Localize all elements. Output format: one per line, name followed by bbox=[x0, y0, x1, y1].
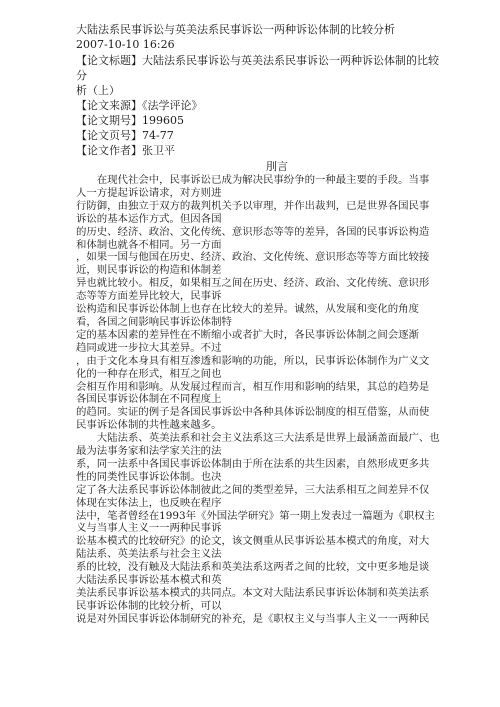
body-text-line: 义与当事人主义一一两种民事诉 bbox=[76, 522, 222, 535]
body-text-line: 陆法系、英美法系与社会主义法 bbox=[76, 548, 222, 561]
body-text-line: 体现在实体法上，也反映在程序 bbox=[76, 496, 222, 509]
body-text-line: 在现代社会中，民事诉讼已成为解决民事纷争的一种最主要的手段。当事 bbox=[76, 174, 430, 186]
body-text-line: 近，则民事诉讼的构造和体制差 bbox=[76, 264, 222, 277]
body-text-line: 人一方提起诉讼请求，对方则进 bbox=[76, 186, 222, 199]
body-text-line: 系，同一法系中各国民事诉讼体制由于所在法系的共生因素，自然形成更多共 bbox=[76, 457, 430, 470]
metadata-pages: 【论文页号】74-77 bbox=[76, 129, 174, 142]
body-text-line: 各国民事诉讼体制在不同程度上 bbox=[76, 393, 222, 406]
document-title: 大陆法系民事诉讼与英美法系民事诉讼一两种诉讼体制的比较分析 bbox=[76, 23, 395, 36]
metadata-title-line: 【论文标题】大陆法系民事诉讼与英美法系民事诉讼一两种诉讼体制的比较分 bbox=[76, 54, 439, 82]
body-text-line: 大陆法系民事诉讼基本模式和英 bbox=[76, 574, 222, 587]
body-text-line: 会相互作用和影响。从发展过程而言，相互作用和影响的结果，其总的趋势是 bbox=[76, 380, 430, 393]
body-text-line: 讼构造和民事诉讼体制上也存在比较大的差异。诚然，从发展和变化的角度 bbox=[76, 303, 419, 316]
metadata-author: 【论文作者】张卫平 bbox=[76, 144, 175, 157]
body-text-line: ，如果一国与他国在历史、经济、政治、文化传统、意识形态等等方面比较接 bbox=[76, 251, 430, 264]
body-text-line: 性的同类性民事诉讼体制。也决 bbox=[76, 470, 222, 483]
body-text-line: ，由于文化本身具有相互渗透和影响的功能，所以，民事诉讼体制作为广义文 bbox=[76, 354, 430, 367]
body-text-line: 的历史、经济、政治、文化传统、意识形态等等的差异，各国的民事诉讼构造 bbox=[76, 225, 430, 238]
metadata-issue: 【论文期号】199605 bbox=[76, 114, 184, 127]
body-text-line: 讼基本模式的比较研究》的论文，该文侧重从民事诉讼基本模式的角度，对大 bbox=[76, 535, 430, 548]
body-text-line: 看，各国之间影响民事诉讼体制特 bbox=[76, 315, 232, 328]
body-text bbox=[76, 174, 448, 626]
body-text-line: 的趋同。实证的例子是各国民事诉讼中各种具体诉讼制度的相互借鉴，从而使 bbox=[76, 406, 430, 419]
body-text-line: 系的比较，没有触及大陆法系和英美法系这两者之间的比较，文中更多地是谈 bbox=[76, 561, 430, 574]
body-text-line: 异也就比较小。相反，如果相互之间在历史、经济、政治、文化传统、意识形 bbox=[76, 277, 430, 290]
metadata-source: 【论文来源】《法学评论》 bbox=[76, 99, 203, 112]
body-text-line: 和体制也就各不相同。另一方面 bbox=[76, 238, 222, 251]
body-text-line: 最为法事务家和法学家关注的法 bbox=[76, 445, 222, 458]
body-text-line: 趋同或进一步拉大其差异。不过 bbox=[76, 341, 222, 354]
body-text-line: 大陆法系、英美法系和社会主义法系这三大法系是世界上最涵盖面最广、也 bbox=[76, 432, 440, 445]
metadata-title-continuation: 析（上） bbox=[76, 84, 120, 97]
body-text-line: 诉讼的基本运作方式。但因各国 bbox=[76, 212, 222, 225]
body-text-line: 民事诉讼体制的比较分析，可以 bbox=[76, 599, 222, 612]
body-text-line: 美法系民事诉讼基本模式的共同点。本文对大陆法系民事诉讼体制和英美法系 bbox=[76, 587, 430, 599]
body-text-line: 定了各大法系民事诉讼体制彼此之间的类型差异，三大法系相互之间差异不仅 bbox=[76, 483, 430, 496]
body-text-line: 态等等方面差异比较大，民事诉 bbox=[76, 290, 222, 303]
metadata-block bbox=[76, 53, 448, 158]
preface-heading: 刖言 bbox=[266, 160, 288, 173]
body-text-line: 化的一种存在形式，相互之间也 bbox=[76, 367, 222, 380]
body-text-line: 法中，笔者曾经在1993年《外国法学研究》第一期上发表过一篇题为《职权主 bbox=[76, 509, 435, 522]
body-text-line: 民事诉讼体制的共性越来越多。 bbox=[76, 419, 222, 432]
body-text-line: 行防御，由独立于双方的裁判机关予以审理，并作出裁判，已是世界各国民事 bbox=[76, 199, 430, 212]
body-text-line: 定的基本因素的差异性在不断缩小或者扩大时，各民事诉讼体制之间会逐渐 bbox=[76, 328, 419, 341]
body-text-line: 说是对外国民事诉讼体制研究的补充，是《职权主义与当事人主义一一两种民 bbox=[76, 612, 430, 625]
document-date: 2007-10-10 16:26 bbox=[76, 38, 175, 51]
